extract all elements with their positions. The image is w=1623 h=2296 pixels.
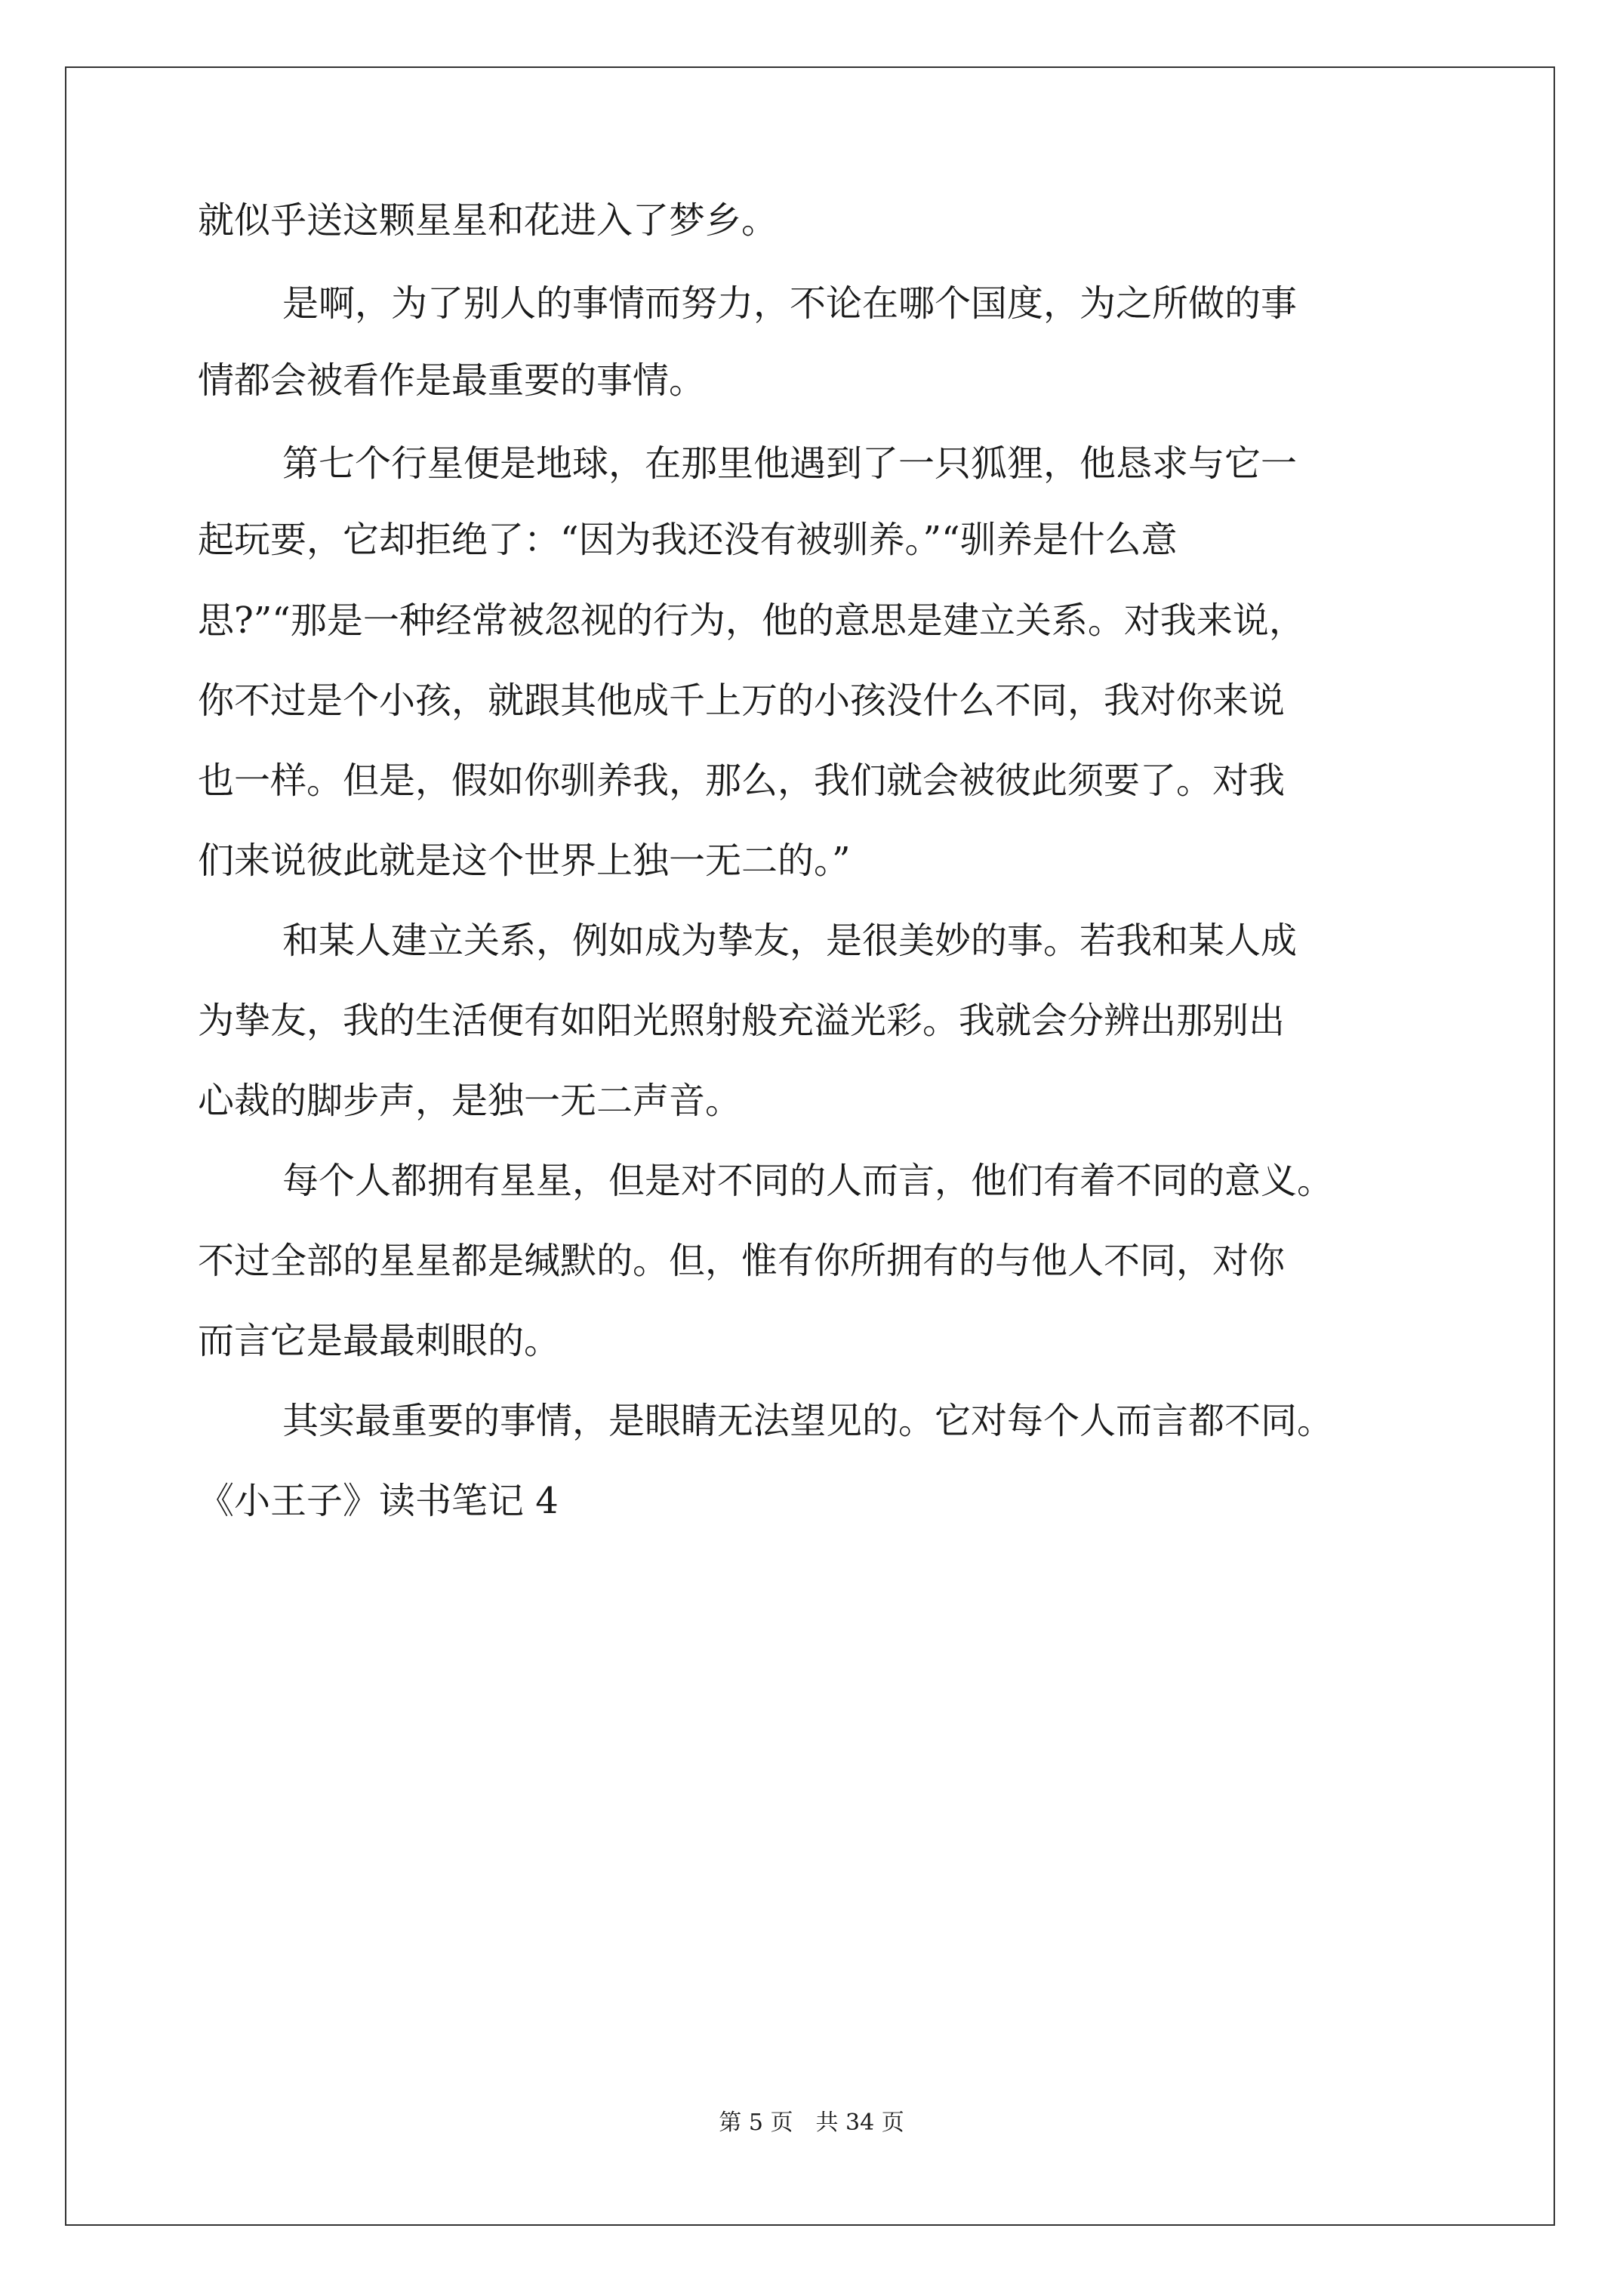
text-line: 第七个行星便是地球，在那里他遇到了一只狐狸，他恳求与它一 [282,442,1298,485]
text-line: 不过全部的星星都是缄默的。但，惟有你所拥有的与他人不同，对你 [198,1240,1286,1282]
text-line: 你不过是个小孩，就跟其他成千上万的小孩没什么不同，我对你来说 [198,680,1286,722]
text-line: 为挚友，我的生活便有如阳光照射般充溢光彩。我就会分辨出那别出 [198,1000,1286,1042]
text-line: 们来说彼此就是这个世界上独一无二的。” [198,840,851,882]
text-line: 就似乎送这颗星星和花进入了梦乡。 [198,199,778,242]
text-line: 每个人都拥有星星，但是对不同的人而言，他们有着不同的意义。 [282,1160,1334,1202]
text-line: 是啊，为了别人的事情而努力，不论在哪个国度，为之所做的事 [282,282,1298,325]
text-line: 思?”“那是一种经常被忽视的行为，他的意思是建立关系。对我来说， [198,599,1305,642]
page-number: 第 5 页 共 34 页 [719,2110,904,2136]
text-line: 起玩要，它却拒绝了：“因为我还没有被驯养。”“驯养是什么意 [198,519,1178,561]
text-line: 其实最重要的事情，是眼睛无法望见的。它对每个人而言都不同。 [282,1400,1334,1442]
text-line: 情都会被看作是最重要的事情。 [198,359,706,402]
text-line: 也一样。但是，假如你驯养我，那么，我们就会被彼此须要了。对我 [198,760,1286,802]
text-line: 和某人建立关系，例如成为挚友，是很美妙的事。若我和某人成 [282,920,1298,962]
section-heading: 《小王子》读书笔记 4 [198,1480,559,1522]
text-line: 心裁的脚步声，是独一无二声音。 [198,1080,742,1122]
text-line: 而言它是最最刺眼的。 [198,1320,561,1362]
